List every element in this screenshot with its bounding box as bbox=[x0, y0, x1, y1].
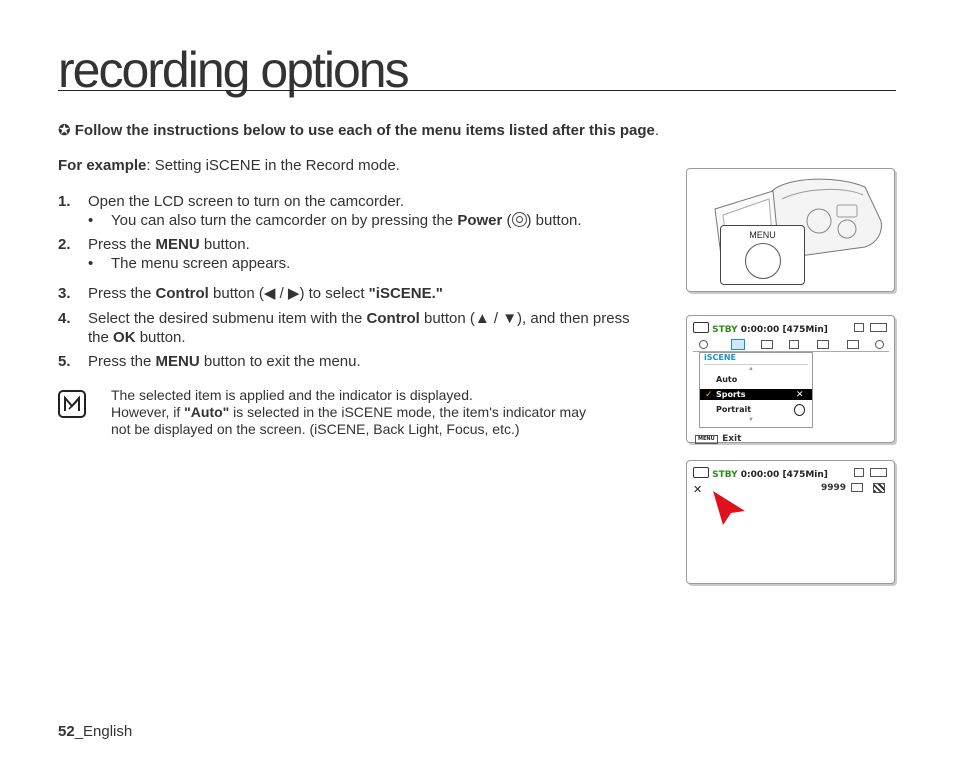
wb-tab-icon[interactable] bbox=[847, 340, 859, 349]
remaining-time: [475Min] bbox=[782, 325, 828, 335]
menu-tab-row bbox=[693, 338, 889, 352]
step-text: Press the MENU button. bbox=[88, 236, 250, 253]
power-icon bbox=[512, 212, 527, 227]
camcorder-figure bbox=[686, 168, 895, 292]
iscene-submenu bbox=[699, 352, 813, 428]
step-text: Press the Control button (◀ / ▶) to select "iSCENE." bbox=[88, 285, 443, 302]
status-bar bbox=[693, 322, 828, 335]
submenu-title: iSCENE bbox=[704, 353, 736, 362]
bullet-dot: • bbox=[88, 255, 94, 272]
status-bar bbox=[693, 467, 828, 480]
battery-icon bbox=[870, 468, 887, 477]
menu-screen-figure bbox=[686, 315, 895, 443]
menu-button-callout bbox=[720, 225, 805, 285]
time-counter: 0:00:00 bbox=[740, 470, 780, 480]
stby-indicator: STBY bbox=[712, 325, 738, 335]
page-title: recording options bbox=[58, 42, 408, 98]
bottom-guide bbox=[695, 428, 741, 446]
intro-text: Follow the instructions below to use each of the menu items listed after this page bbox=[74, 122, 655, 139]
footer-language: _English bbox=[74, 723, 133, 740]
step-text: Select the desired submenu item with the Control button (▲ / ▼), and then press bbox=[88, 310, 630, 327]
photo-quality-icon bbox=[851, 483, 863, 492]
resolution-tab-icon[interactable] bbox=[761, 340, 773, 349]
camera-mode-icon bbox=[693, 322, 709, 333]
submenu-item-sports: Sports bbox=[716, 390, 746, 399]
wide-tab-icon[interactable] bbox=[817, 340, 829, 349]
example-text: : Setting iSCENE in the Record mode. bbox=[146, 157, 400, 174]
step-number: 5. bbox=[58, 353, 71, 370]
storage-icon bbox=[854, 468, 864, 477]
menu-button-label: MENU bbox=[749, 230, 776, 240]
note-line-1: The selected item is applied and the indicator is displayed. bbox=[111, 387, 473, 403]
note-line-3: not be displayed on the screen. (iSCENE, Back Light, Focus, etc.) bbox=[111, 421, 520, 437]
example-line bbox=[58, 156, 400, 175]
bullet-text: The menu screen appears. bbox=[111, 255, 291, 272]
quality-tab-icon[interactable] bbox=[789, 340, 799, 349]
step-number: 2. bbox=[58, 236, 71, 253]
step-number: 1. bbox=[58, 193, 71, 210]
result-screen-figure bbox=[686, 460, 895, 584]
menu-key-label: MENU bbox=[695, 435, 718, 444]
bullet-dot: • bbox=[88, 212, 94, 229]
submenu-item-auto[interactable]: Auto bbox=[716, 375, 738, 384]
submenu-item-sports-highlight[interactable] bbox=[700, 389, 812, 400]
battery-icon bbox=[870, 323, 887, 332]
step-number: 3. bbox=[58, 285, 71, 302]
exit-label[interactable]: Exit bbox=[722, 434, 742, 444]
iscene-tab-icon[interactable] bbox=[731, 339, 745, 350]
camera-mode-icon bbox=[693, 467, 709, 478]
sports-icon: ✕ bbox=[796, 389, 804, 399]
aperture-tab-icon[interactable] bbox=[875, 340, 884, 349]
scroll-up-icon[interactable]: ▲ bbox=[748, 366, 754, 372]
time-counter: 0:00:00 bbox=[740, 325, 780, 335]
menu-button[interactable] bbox=[745, 243, 781, 279]
portrait-icon bbox=[794, 404, 805, 416]
star-icon: ✪ bbox=[58, 122, 71, 139]
photo-count: 9999 bbox=[821, 483, 847, 493]
note-line-2: However, if "Auto" is selected in the iSCENE mode, the item's indicator may bbox=[111, 404, 587, 420]
submenu-item-portrait[interactable]: Portrait bbox=[716, 405, 752, 414]
checkmark-icon: ✓ bbox=[705, 389, 713, 399]
photo-resolution-icon bbox=[873, 483, 885, 493]
bullet-text: You can also turn the camcorder on by pressing the Power ( ) button. bbox=[111, 212, 582, 229]
step-text-line2: the OK button. bbox=[88, 329, 186, 346]
note-icon bbox=[58, 390, 86, 418]
title-divider bbox=[58, 90, 896, 91]
step-number: 4. bbox=[58, 310, 71, 327]
scroll-down-icon[interactable]: ▼ bbox=[748, 417, 754, 423]
settings-tab-icon[interactable] bbox=[699, 340, 708, 349]
intro-end: . bbox=[654, 122, 660, 139]
step-text: Open the LCD screen to turn on the camcorder. bbox=[88, 193, 405, 210]
step-text: Press the MENU button to exit the menu. bbox=[88, 353, 361, 370]
sports-mode-indicator-icon: ✕ bbox=[693, 484, 703, 496]
page-footer bbox=[58, 723, 132, 740]
intro-line bbox=[58, 121, 659, 140]
pointer-arrow-icon bbox=[707, 487, 747, 527]
storage-icon bbox=[854, 323, 864, 332]
stby-indicator: STBY bbox=[712, 470, 738, 480]
note-text bbox=[111, 387, 586, 438]
example-label: For example bbox=[58, 157, 147, 174]
page-number: 52 bbox=[58, 723, 75, 740]
remaining-time: [475Min] bbox=[782, 470, 828, 480]
submenu-divider bbox=[704, 364, 808, 365]
